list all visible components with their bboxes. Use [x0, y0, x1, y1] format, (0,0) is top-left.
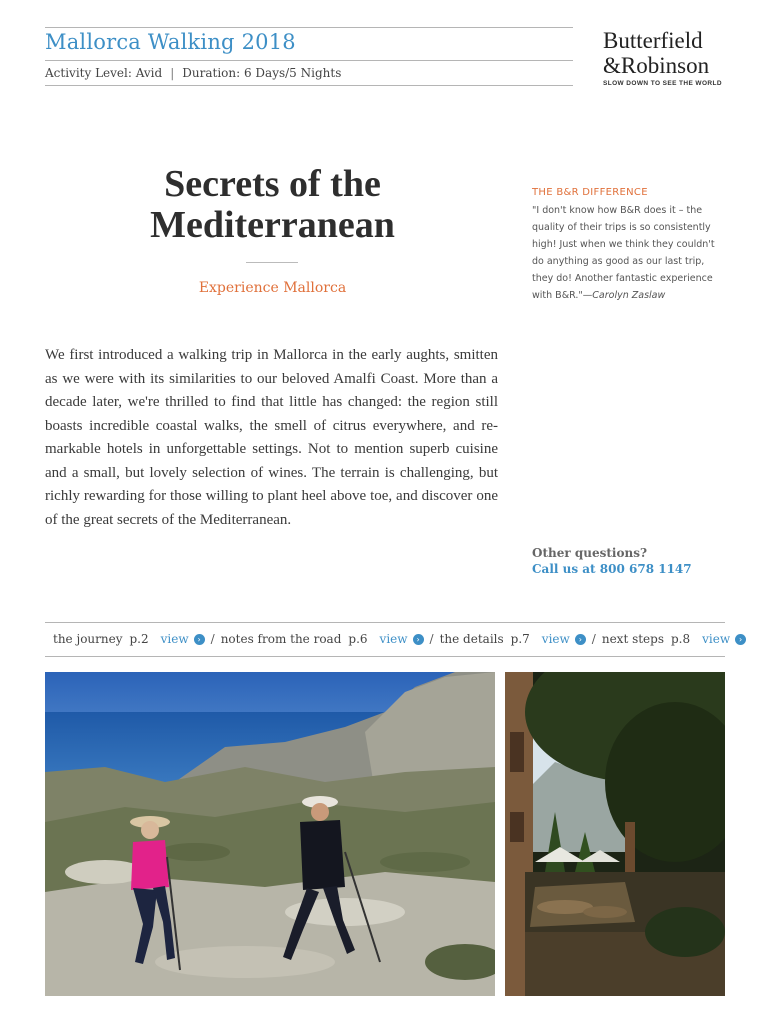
- nav-separator: /: [210, 632, 215, 646]
- testimonial-quote: [532, 202, 727, 304]
- nav-page: p.2: [129, 632, 149, 646]
- trip-title: Mallorca Walking 2018: [45, 30, 296, 54]
- meta-separator: |: [170, 66, 175, 80]
- brand-line-1: Butterfield: [603, 28, 703, 53]
- nav-page: p.8: [671, 632, 691, 646]
- nav-rule-top: [45, 622, 725, 623]
- contact-label: Other questions?: [532, 546, 647, 560]
- nav-label: notes from the road: [220, 632, 342, 646]
- duration: Duration: 6 Days/5 Nights: [182, 66, 342, 80]
- nav-page: p.6: [348, 632, 368, 646]
- contact-phone-link[interactable]: Call us at 800 678 1147: [532, 562, 692, 576]
- headline-line-2: Mediterranean: [150, 204, 395, 246]
- chevron-right-icon[interactable]: ›: [194, 634, 205, 645]
- nav-view-link[interactable]: view: [160, 632, 189, 646]
- headline-line-1: Secrets of the: [164, 163, 381, 205]
- nav-label: the details: [439, 632, 504, 646]
- testimonial-author: Carolyn Zaslaw: [592, 290, 666, 301]
- nav-separator: /: [591, 632, 596, 646]
- nav-label: the journey: [53, 632, 123, 646]
- difference-title: THE B&R DIFFERENCE: [532, 187, 648, 198]
- intro-paragraph: We first introduced a walking trip in Mallorca in the early aughts, smitten as we were with its similarities to our beloved Amalfi Coast. More than a decade later, we're thrilled to find that little has changed: the region still boasts incredible coastal walks, the smell of citrus everywhere, and re-markable hotels in unforgettable settings. Not to mention superb cuisine and a small, but lovely selection of wines. The terrain is challenging, but richly rewarding for those willing to plant heel above toe, and discover one of the great secrets of the Mediterranean.: [45, 347, 498, 528]
- nav-rule-bottom: [45, 656, 725, 657]
- nav-page: p.7: [510, 632, 530, 646]
- nav-label: next steps: [601, 632, 664, 646]
- header-rule-bottom: [45, 85, 573, 86]
- nav-item-details: [440, 632, 586, 646]
- headline-divider: [246, 262, 298, 263]
- page-headline: [90, 164, 455, 246]
- chevron-right-icon[interactable]: ›: [575, 634, 586, 645]
- hotel-terrace-photo: [505, 672, 725, 996]
- chevron-right-icon[interactable]: ›: [413, 634, 424, 645]
- activity-level: Activity Level: Avid: [45, 66, 163, 80]
- nav-item-notes: [221, 632, 424, 646]
- testimonial-text: "I don't know how B&R does it – the quality of their trips is so consistently high! Just when we think they couldn't do anything as good as our last trip, they do! Another fantastic experience with B&R."—: [532, 205, 715, 301]
- page-subheadline: Experience Mallorca: [198, 280, 347, 296]
- nav-view-link[interactable]: view: [702, 632, 731, 646]
- nav-item-next-steps: [602, 632, 746, 646]
- hikers-photo: [45, 672, 495, 996]
- header-rule-middle: [45, 60, 573, 61]
- nav-view-link[interactable]: view: [541, 632, 570, 646]
- chevron-right-icon[interactable]: ›: [735, 634, 746, 645]
- brand-logo: [603, 28, 733, 87]
- nav-separator: /: [429, 632, 434, 646]
- section-nav: [53, 632, 743, 646]
- nav-view-link[interactable]: view: [379, 632, 408, 646]
- nav-item-journey: [53, 632, 205, 646]
- brand-tagline: SLOW DOWN TO SEE THE WORLD: [603, 80, 722, 87]
- brand-line-2: &Robinson: [603, 53, 710, 78]
- header-rule-top: [45, 27, 573, 28]
- trip-meta: [45, 66, 341, 80]
